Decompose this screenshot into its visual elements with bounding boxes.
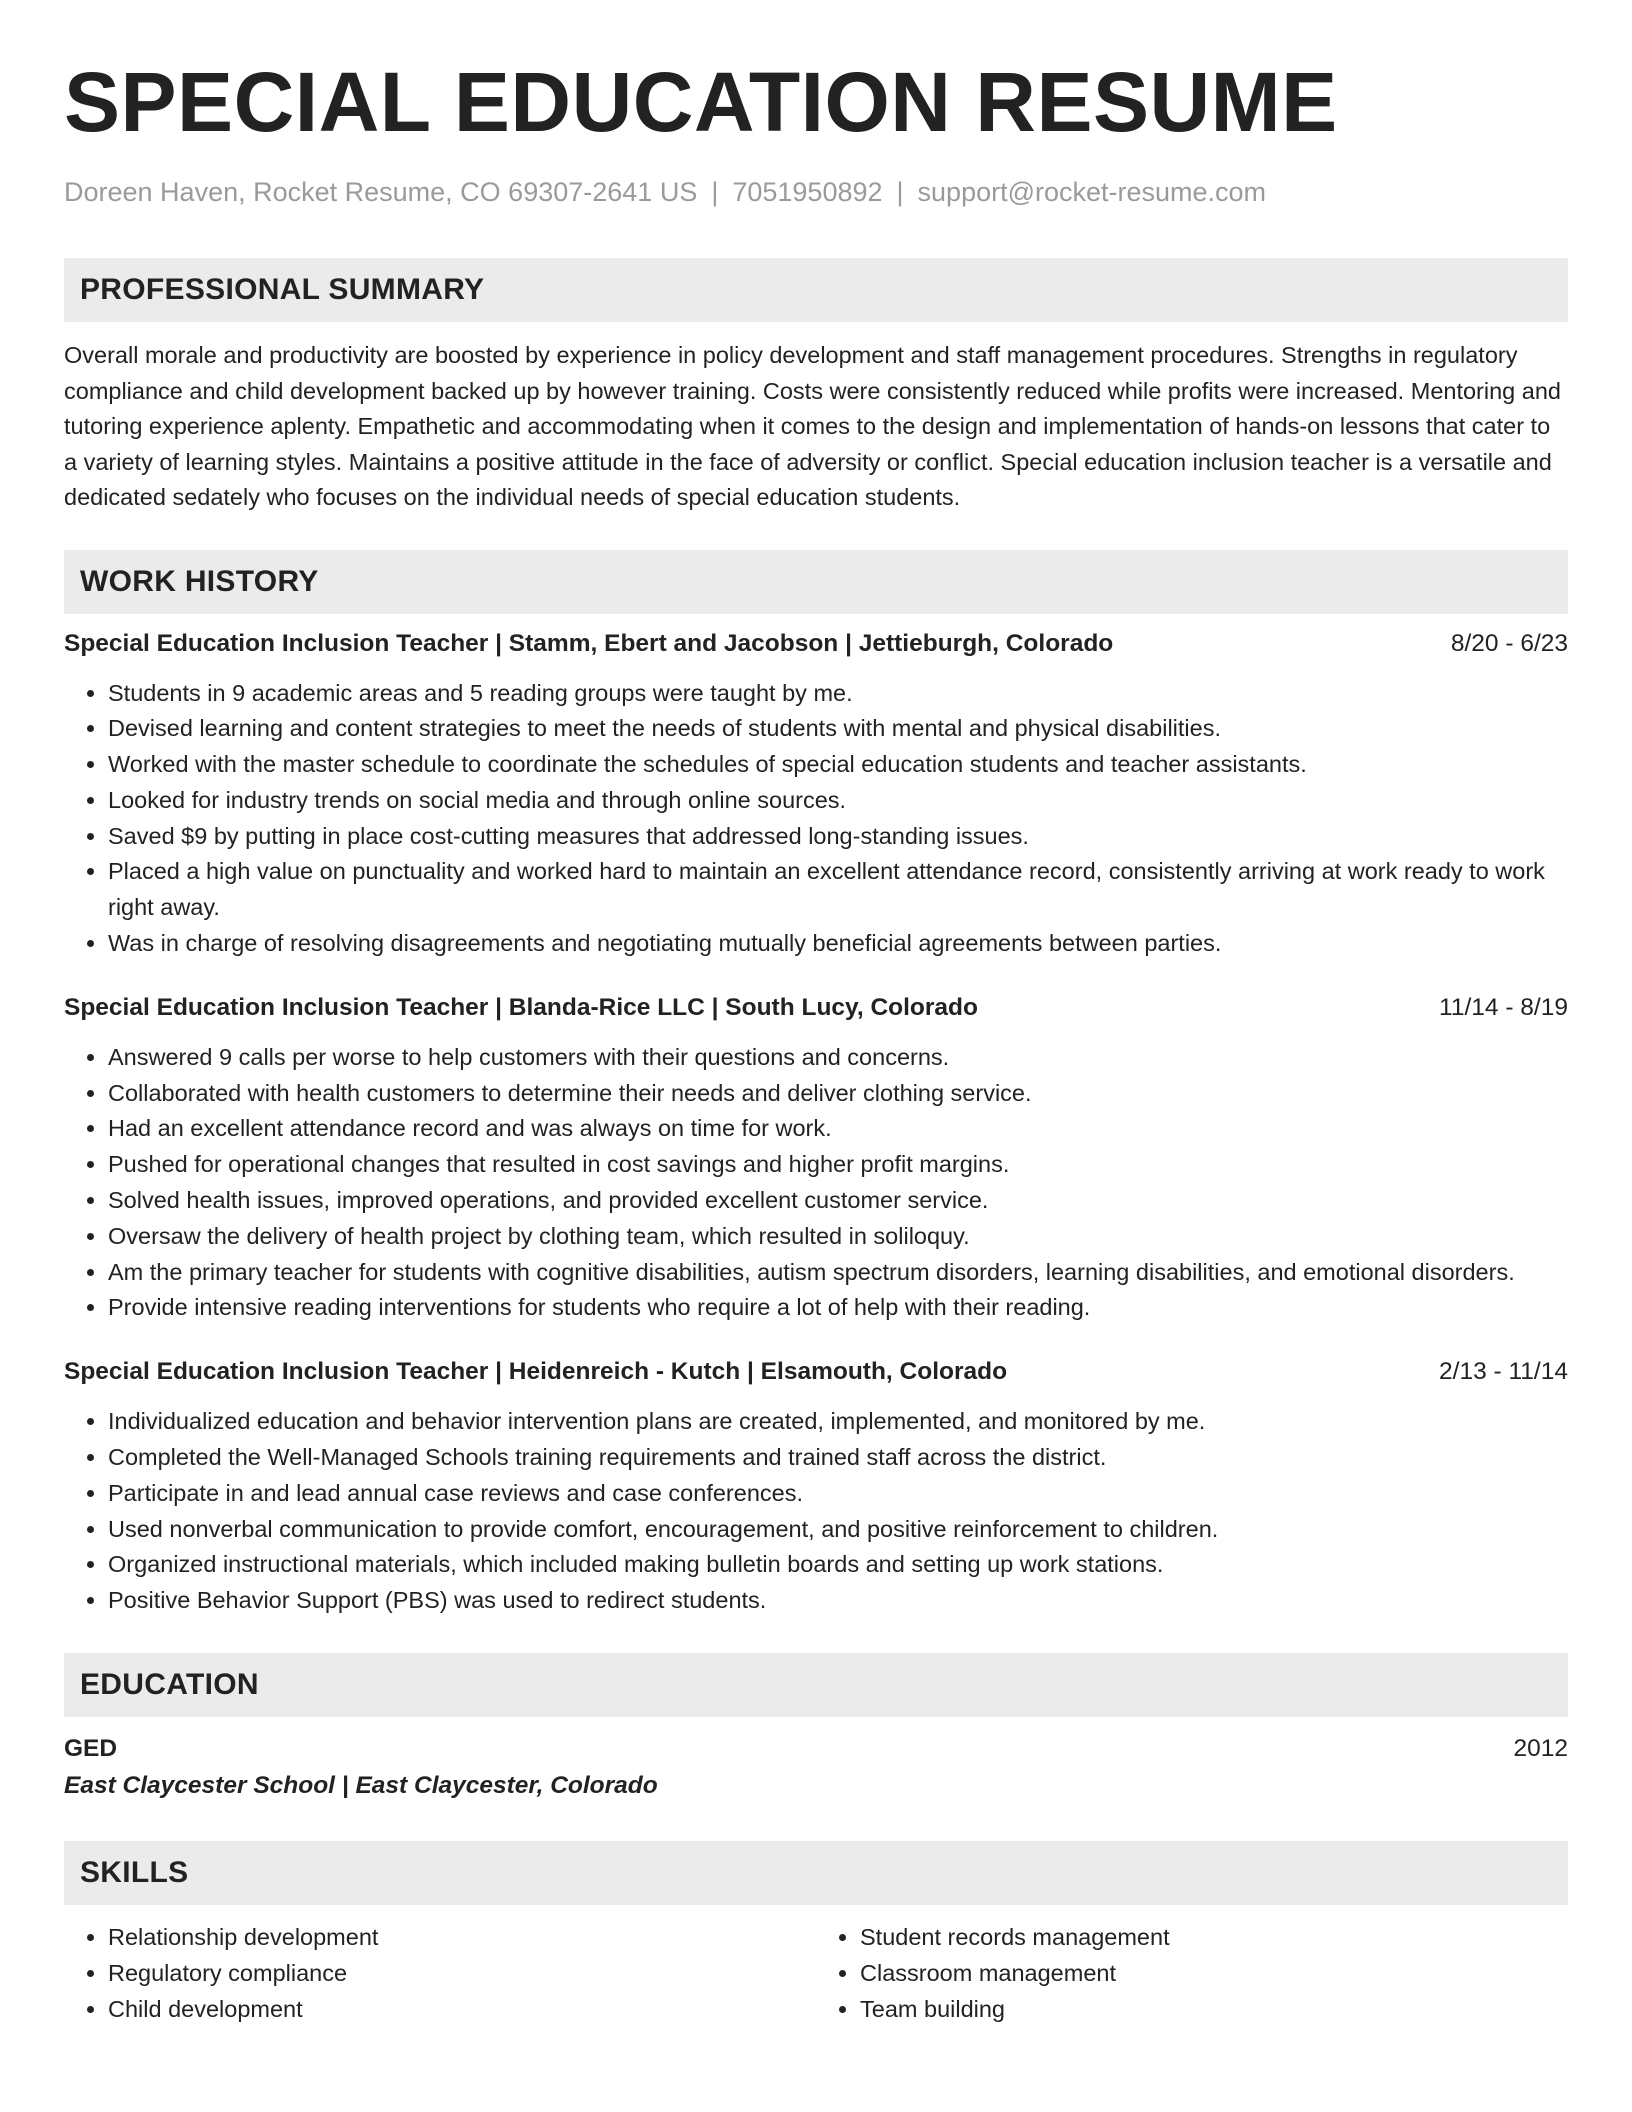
- education-section: [64, 1653, 1568, 1805]
- job-header: [64, 1354, 1568, 1390]
- job-entry: [64, 626, 1568, 962]
- contact-separator: |: [711, 177, 719, 207]
- job-title: Special Education Inclusion Teacher | Stamm, Ebert and Jacobson | Jettieburgh, Colorado: [64, 629, 1114, 657]
- summary-text: Overall morale and productivity are boosted by experience in policy development and staff management procedures. Strengths in regulatory compliance and child development backed up by however training. Costs were consistently reduced while profits were increased. Mentoring and tutoring experience aplenty. Empathetic and accommodating when it comes to the design and implementation of hands-on lessons that cater to a variety of learning styles. Maintains a positive attitude in the face of adversity or conflict. Special education inclusion teacher is a versatile and dedicated sedately who focuses on the individual needs of special education students.: [64, 342, 1561, 510]
- job-bullet-list: [64, 1404, 1568, 1619]
- skills-section: [64, 1841, 1568, 2027]
- skill-item: • Student records management: [860, 1919, 1568, 1955]
- education-degree: GED: [64, 1735, 118, 1763]
- job-bullet: • Was in charge of resolving disagreements and negotiating mutually beneficial agreements between parties.: [108, 926, 1568, 962]
- skills-list-right: [816, 1919, 1568, 2027]
- section-heading-education: EDUCATION: [64, 1653, 1568, 1717]
- job-entry: [64, 990, 1568, 1326]
- work-history-section: [64, 550, 1568, 1620]
- contact-phone: 7051950892: [732, 177, 883, 207]
- job-title: Special Education Inclusion Teacher | Heidenreich - Kutch | Elsamouth, Colorado: [64, 1358, 1008, 1386]
- contact-line: [64, 174, 1568, 210]
- job-bullet: • Organized instructional materials, which included making bulletin boards and setting up work stations.: [108, 1547, 1568, 1583]
- skill-item: • Child development: [108, 1991, 816, 2027]
- job-dates: 8/20 - 6/23: [1450, 629, 1568, 657]
- contact-address: Doreen Haven, Rocket Resume, CO 69307-2641 US: [64, 177, 698, 207]
- job-bullet: • Pushed for operational changes that resulted in cost savings and higher profit margins.: [108, 1147, 1568, 1183]
- job-bullet: • Placed a high value on punctuality and worked hard to maintain an excellent attendance record, consistently arriving at work ready to work right away.: [108, 854, 1568, 926]
- job-bullet: • Am the primary teacher for students with cognitive disabilities, autism spectrum disorders, learning disabilities, and emotional disorders.: [108, 1255, 1568, 1291]
- job-bullet: • Oversaw the delivery of health project by clothing team, which resulted in soliloquy.: [108, 1219, 1568, 1255]
- job-bullet: • Collaborated with health customers to determine their needs and deliver clothing service.: [108, 1076, 1568, 1112]
- job-header: [64, 626, 1568, 662]
- job-bullet-list: [64, 1040, 1568, 1326]
- job-bullet: • Participate in and lead annual case reviews and case conferences.: [108, 1476, 1568, 1512]
- job-bullet: • Answered 9 calls per worse to help customers with their questions and concerns.: [108, 1040, 1568, 1076]
- section-heading-skills: SKILLS: [64, 1841, 1568, 1905]
- job-bullet: • Students in 9 academic areas and 5 reading groups were taught by me.: [108, 676, 1568, 712]
- education-school: East Claycester School | East Claycester, Colorado: [64, 1772, 658, 1800]
- job-bullet: • Worked with the master schedule to coordinate the schedules of special education students and teacher assistants.: [108, 747, 1568, 783]
- job-bullet: • Had an excellent attendance record and was always on time for work.: [108, 1111, 1568, 1147]
- education-year: 2012: [1513, 1735, 1568, 1763]
- job-dates: 2/13 - 11/14: [1439, 1358, 1568, 1386]
- job-bullet: • Saved $9 by putting in place cost-cutting measures that addressed long-standing issues.: [108, 819, 1568, 855]
- contact-separator: |: [896, 177, 904, 207]
- resume-title: SPECIAL EDUCATION RESUME: [64, 55, 1338, 149]
- job-bullet: • Provide intensive reading interventions for students who require a lot of help with their reading.: [108, 1290, 1568, 1326]
- contact-email: support@rocket-resume.com: [917, 177, 1267, 207]
- job-bullet-list: [64, 676, 1568, 962]
- job-bullet: • Individualized education and behavior intervention plans are created, implemented, and monitored by me.: [108, 1404, 1568, 1440]
- education-entry: [64, 1731, 1568, 1767]
- skill-item: • Relationship development: [108, 1919, 816, 1955]
- skill-item: • Regulatory compliance: [108, 1955, 816, 1991]
- skill-item: • Team building: [860, 1991, 1568, 2027]
- job-entry: [64, 1354, 1568, 1619]
- skills-grid: [64, 1919, 1568, 2027]
- job-list: [64, 626, 1568, 1620]
- professional-summary-section: [64, 258, 1568, 516]
- job-bullet: • Devised learning and content strategies to meet the needs of students with mental and physical disabilities.: [108, 711, 1568, 747]
- job-dates: 11/14 - 8/19: [1439, 993, 1568, 1021]
- job-header: [64, 990, 1568, 1026]
- skills-list-left: [64, 1919, 816, 2027]
- job-bullet: • Positive Behavior Support (PBS) was used to redirect students.: [108, 1583, 1568, 1619]
- section-heading-work-history: WORK HISTORY: [64, 550, 1568, 614]
- skill-item: • Classroom management: [860, 1955, 1568, 1991]
- job-title: Special Education Inclusion Teacher | Blanda-Rice LLC | South Lucy, Colorado: [64, 993, 978, 1021]
- job-bullet: • Solved health issues, improved operations, and provided excellent customer service.: [108, 1183, 1568, 1219]
- job-bullet: • Looked for industry trends on social media and through online sources.: [108, 783, 1568, 819]
- section-heading-summary: PROFESSIONAL SUMMARY: [64, 258, 1568, 322]
- job-bullet: • Completed the Well-Managed Schools training requirements and trained staff across the district.: [108, 1440, 1568, 1476]
- job-bullet: • Used nonverbal communication to provide comfort, encouragement, and positive reinforcement to children.: [108, 1512, 1568, 1548]
